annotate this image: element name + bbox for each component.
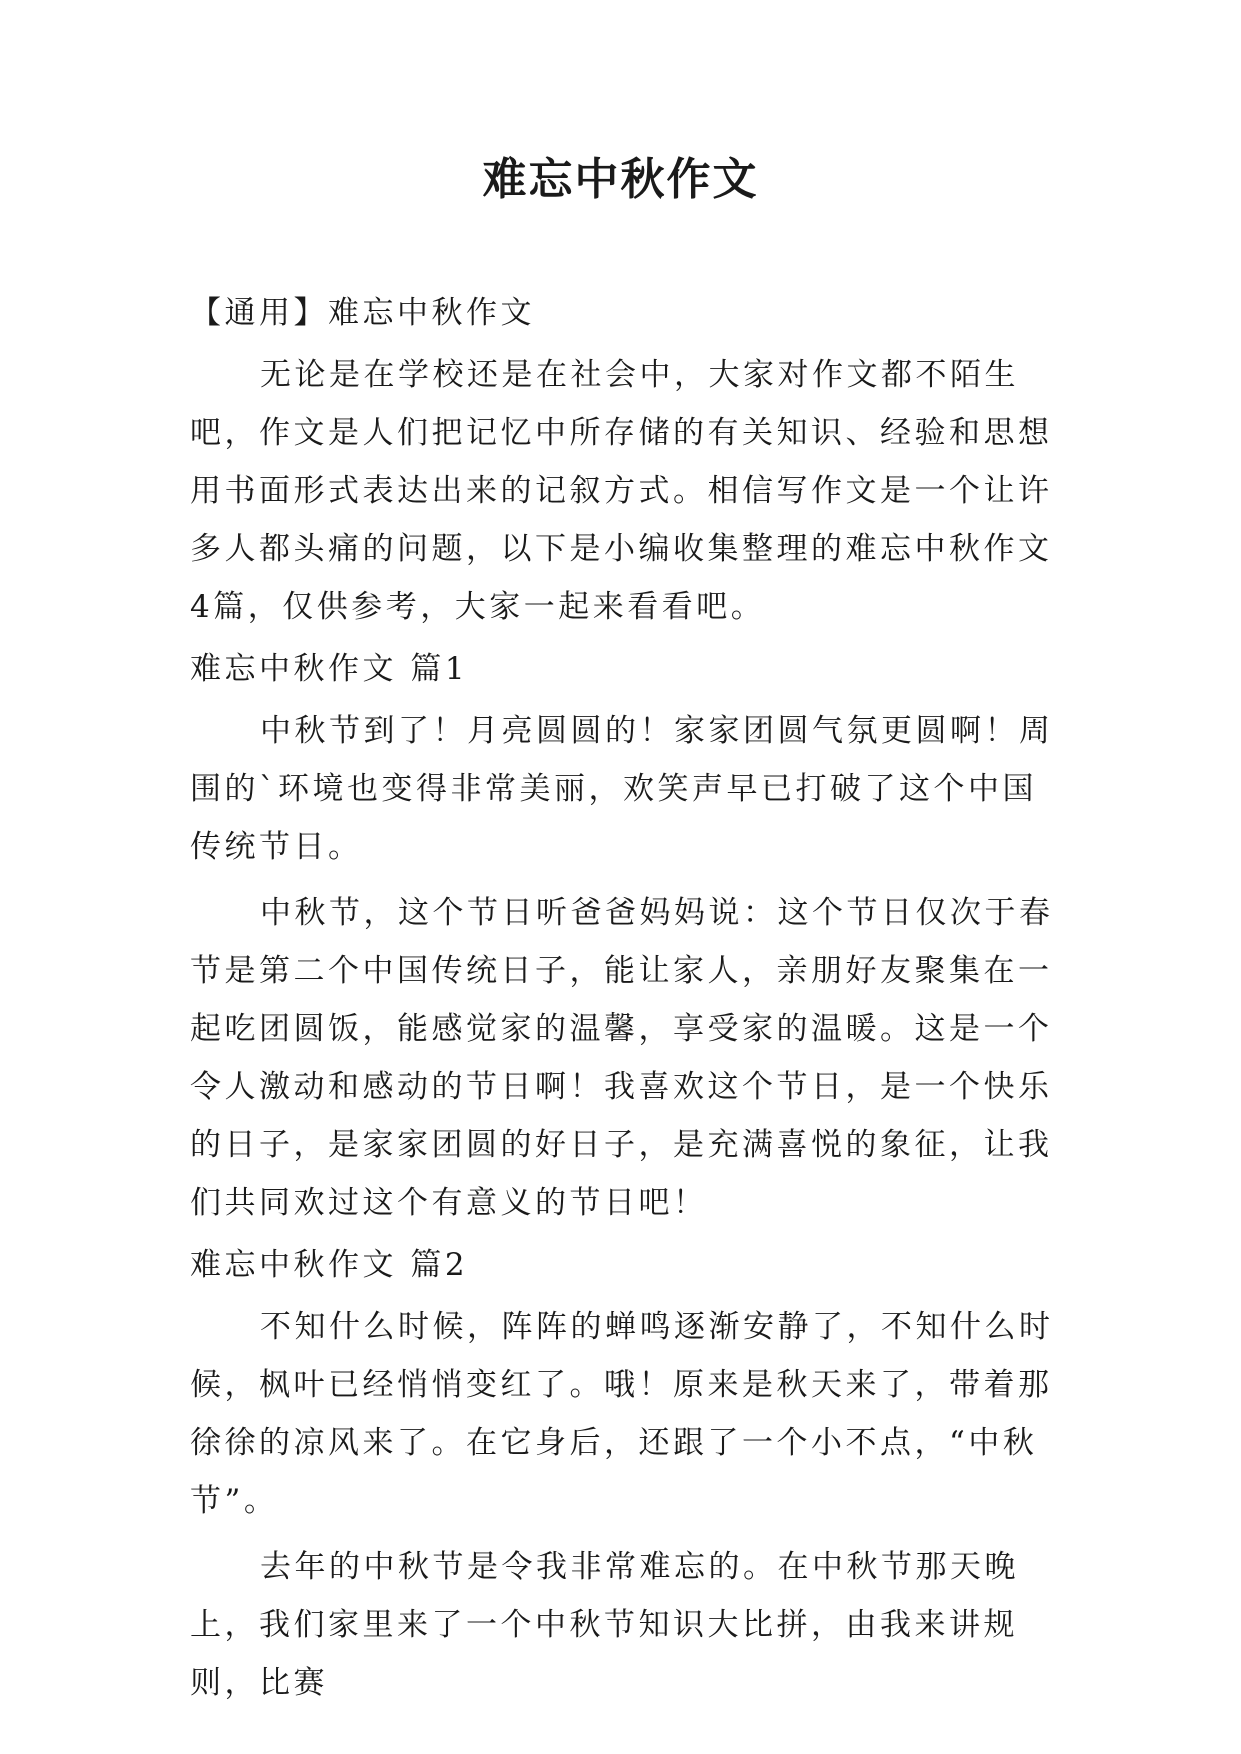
section-paragraph: 去年的中秋节是令我非常难忘的。在中秋节那天晚上，我们家里来了一个中秋节知识大比拼，由我来讲规则，比赛 — [190, 1549, 1019, 1701]
section-paragraph: 中秋节到了！月亮圆圆的！家家团圆气氛更圆啊！周围的`环境也变得非常美丽，欢笑声早已打破了这个中国传统节日。 — [190, 713, 1054, 865]
subtitle: 【通用】难忘中秋作文 — [190, 295, 535, 331]
section-heading: 难忘中秋作文 篇2 — [190, 1247, 469, 1283]
section-paragraph: 不知什么时候，阵阵的蝉鸣逐渐安静了，不知什么时候，枫叶已经悄悄变红了。哦！原来是秋天来了，带着那徐徐的凉风来了。在它身后，还跟了一个小不点，“中秋节”。 — [190, 1309, 1054, 1519]
document-body — [190, 288, 1070, 1720]
section-paragraph: 中秋节，这个节日听爸爸妈妈说：这个节日仅次于春节是第二个中国传统日子，能让家人，亲朋好友聚集在一起吃团圆饭，能感觉家的温馨，享受家的温暖。这是一个令人激动和感动的节日啊！我喜欢这个节日，是一个快乐的日子，是家家团圆的好日子，是充满喜悦的象征，让我们共同欢过这个有意义的节日吧！ — [190, 895, 1054, 1221]
document-title: 难忘中秋作文 — [482, 154, 759, 205]
section-heading: 难忘中秋作文 篇1 — [190, 651, 469, 687]
intro-paragraph: 无论是在学校还是在社会中，大家对作文都不陌生吧，作文是人们把记忆中所存储的有关知识、经验和思想用书面形式表达出来的记叙方式。相信写作文是一个让许多人都头痛的问题，以下是小编收集整理的难忘中秋作文4篇，仅供参考，大家一起来看看吧。 — [190, 357, 1053, 625]
